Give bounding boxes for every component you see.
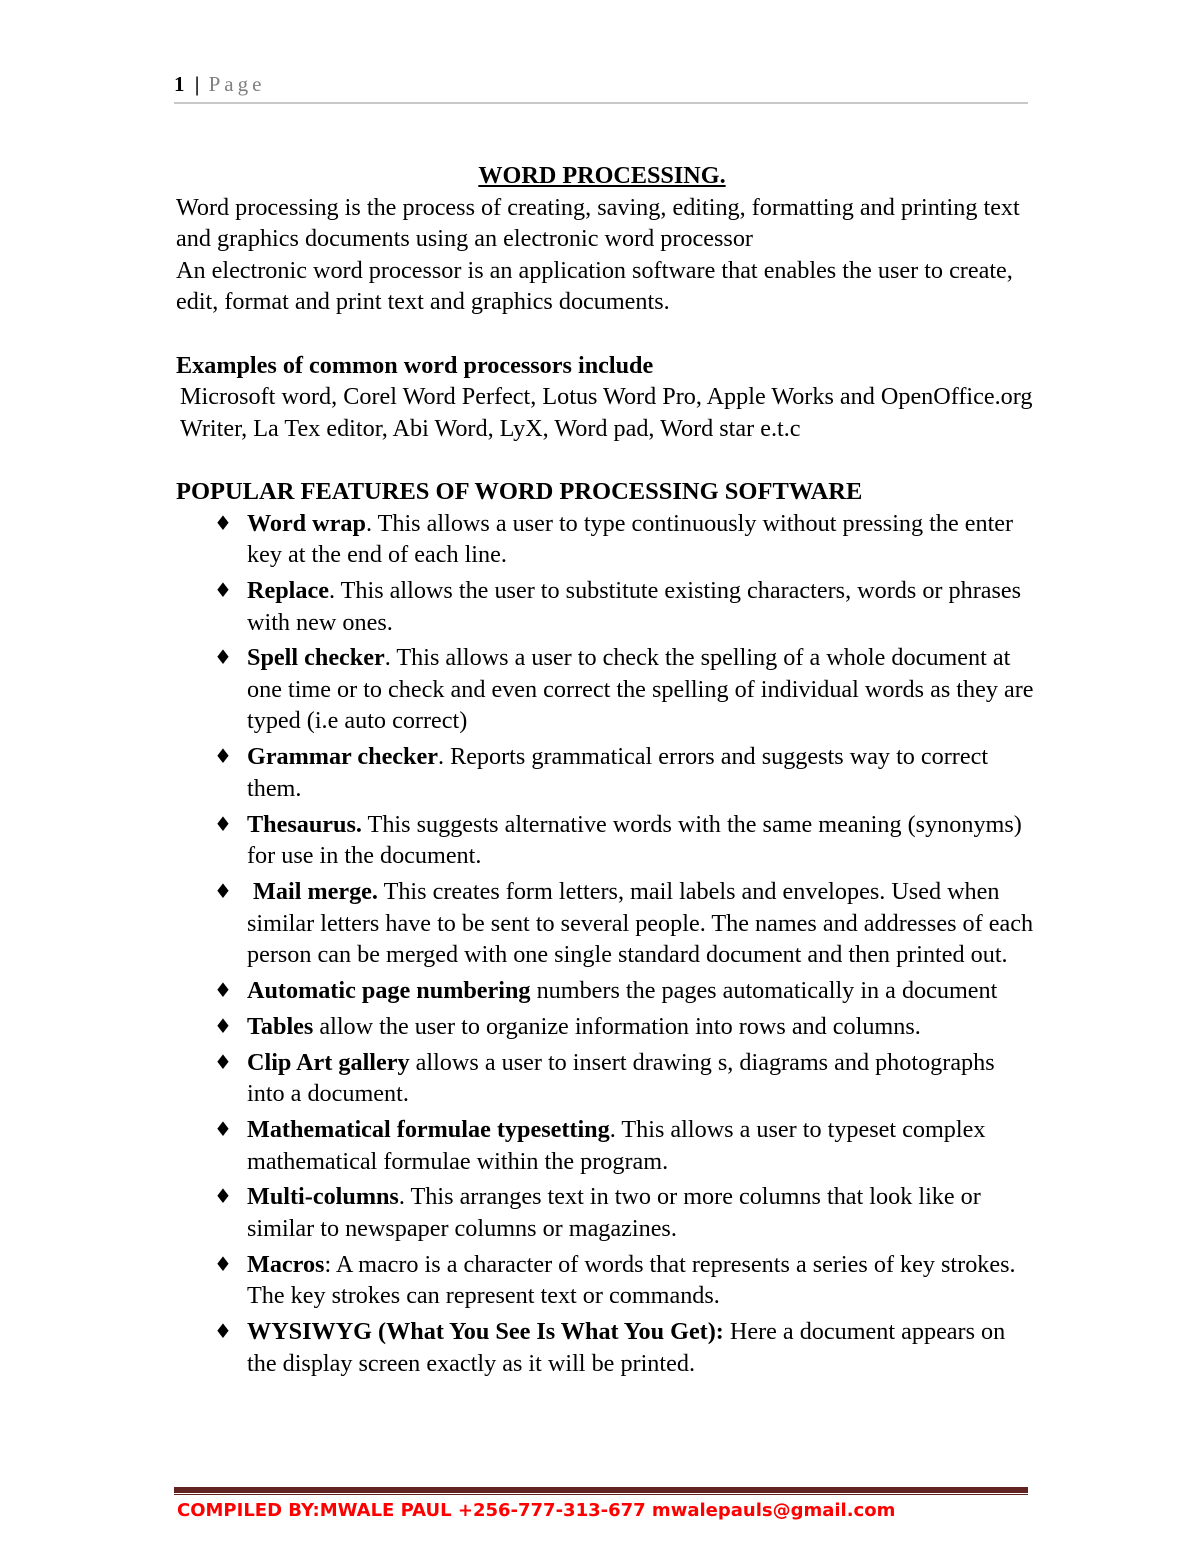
document-body [176,160,1040,1379]
feature-item [176,809,1036,872]
feature-item [176,1181,1036,1244]
features-heading: POPULAR FEATURES OF WORD PROCESSING SOFTWARE [176,477,863,505]
examples-heading: Examples of common word processors include [176,351,654,379]
feature-term: Macros [247,1250,325,1278]
diamond-bullet-icon: ♦ [214,1251,232,1276]
diamond-bullet-icon: ♦ [214,510,232,535]
examples-list: Microsoft word, Corel Word Perfect, Lotus Word Pro, Apple Works and OpenOffice.org Writer, La Tex editor, Abi Word, LyX, Word pad, Word star e.t.c [180,383,1033,442]
feature-term: Mail merge. [247,878,378,905]
diamond-bullet-icon: ♦ [214,1049,232,1074]
feature-term: Spell checker [247,644,385,672]
footer-rule [174,1487,1028,1493]
feature-term: Thesaurus. [247,810,362,838]
feature-term: Clip Art gallery [247,1048,410,1076]
header-separator: | [194,72,200,96]
feature-item [176,1249,1036,1312]
feature-description: . This allows a user to type continuously without pressing the enter key at the end of each line. [247,509,1020,569]
feature-item [176,1114,1036,1177]
diamond-bullet-icon: ♦ [214,977,232,1002]
feature-term: Replace [247,576,329,604]
feature-term: Grammar checker [247,743,438,771]
feature-description: This creates form letters, mail labels and envelopes. Used when similar letters have to be sent to several people. The names and addresses of each person can be merged with one single standard document and then printed out. [247,878,1040,969]
intro-paragraph-1: Word processing is the process of creating, saving, editing, formatting and printing text and graphics documents using an electronic word processor [176,193,1020,253]
diamond-bullet-icon: ♦ [214,811,232,836]
feature-term: Word wrap [247,509,366,537]
feature-term: Tables [247,1012,314,1040]
feature-term: WYSIWYG (What You See Is What You Get): [247,1318,724,1346]
feature-description: . This allows the user to substitute existing characters, words or phrases with new ones. [247,576,1028,636]
page-number: 1 [174,72,185,96]
feature-term: Mathematical formulae typesetting [247,1115,610,1143]
diamond-bullet-icon: ♦ [214,1116,232,1141]
diamond-bullet-icon: ♦ [214,744,232,769]
features-list [176,508,1040,1380]
feature-description: . This allows a user to typeset complex mathematical formulae within the program. [247,1115,992,1175]
feature-item [176,508,1036,571]
feature-item [176,876,1040,971]
diamond-bullet-icon: ♦ [214,1013,232,1038]
diamond-bullet-icon: ♦ [214,577,232,602]
footer-rule-thin [174,1494,1028,1495]
intro-paragraph-2: An electronic word processor is an application software that enables the user to create, edit, format and print text and graphics documents. [176,256,1013,316]
feature-term: Automatic page numbering [247,976,531,1004]
feature-item [176,642,1040,737]
feature-item [176,975,1036,1007]
spacer [176,444,1036,476]
feature-item [176,741,1036,804]
document-title: WORD PROCESSING. [478,162,726,189]
diamond-bullet-icon: ♦ [214,645,232,670]
feature-item [176,1047,1036,1110]
feature-description: This suggests alternative words with the same meaning (synonyms) for use in the document. [247,810,1028,870]
page-label: Page [208,72,266,96]
diamond-bullet-icon: ♦ [214,1319,232,1344]
feature-description: . Reports grammatical errors and suggests way to correct them. [247,743,995,802]
feature-description: allow the user to organize information into rows and columns. [313,1012,921,1040]
feature-item [176,575,1036,638]
feature-item [176,1011,1036,1043]
footer-credit: COMPILED BY:MWALE PAUL +256-777-313-677 mwalepauls@gmail.com [177,1500,896,1521]
feature-description: : A macro is a character of words that represents a series of key strokes. The key strokes can represent text or commands. [247,1250,1022,1310]
spacer [176,318,1036,350]
feature-description: numbers the pages automatically in a document [530,976,998,1004]
diamond-bullet-icon: ♦ [214,1184,232,1209]
page-header [174,70,1028,104]
diamond-bullet-icon: ♦ [214,879,232,903]
feature-description: allows a user to insert drawing s, diagrams and photographs into a document. [247,1048,1001,1108]
feature-description: . This arranges text in two or more columns that look like or similar to newspaper columns or magazines. [247,1183,987,1242]
feature-description: Here a document appears on the display screen exactly as it will be printed. [247,1318,1012,1377]
feature-term: Multi-columns [247,1183,399,1211]
feature-description: . This allows a user to check the spelling of a whole document at one time or to check and even correct the spelling of individual words as they are typed (i.e auto correct) [247,644,1040,735]
feature-item [176,1316,1036,1379]
